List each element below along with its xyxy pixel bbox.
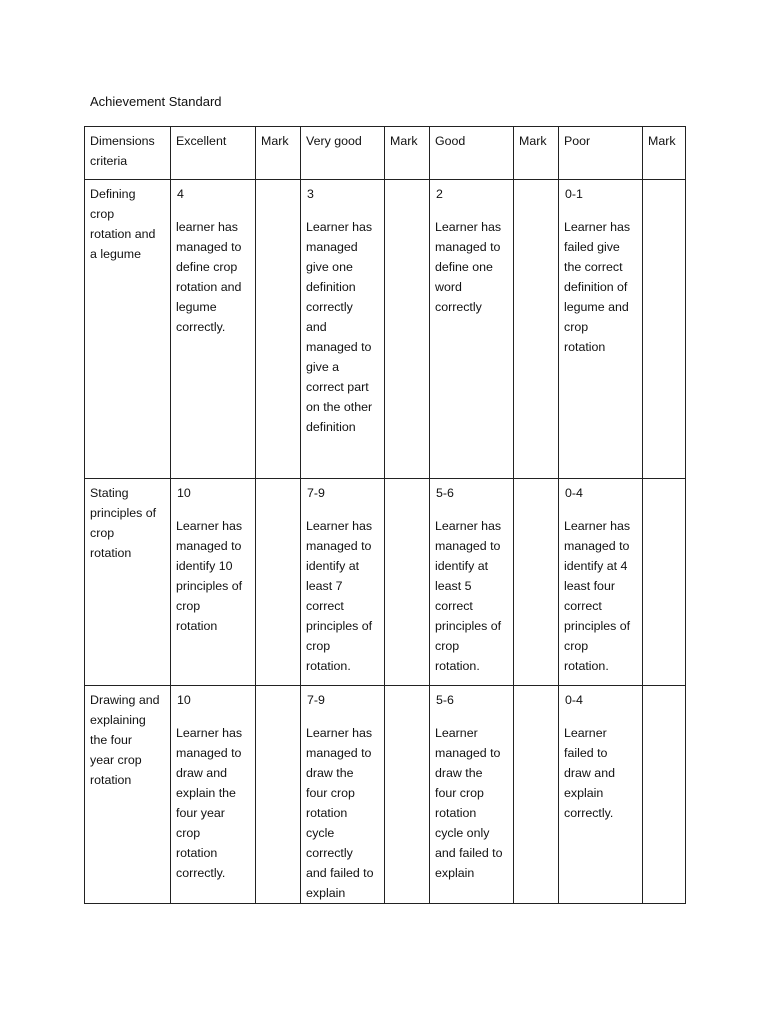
score-range: 7-9 <box>307 486 325 500</box>
mark-cell[interactable] <box>514 479 559 686</box>
excellent-cell <box>171 479 256 686</box>
mark-cell[interactable] <box>514 180 559 479</box>
good-cell <box>430 180 514 479</box>
header-cell-very-good: Very good <box>301 127 385 180</box>
score-range: 0-1 <box>565 187 583 201</box>
score-range: 2 <box>436 187 443 201</box>
descriptor-text: learner has managed to define crop rotation and legume correctly. <box>176 220 242 334</box>
header-cell-mark: Mark <box>385 127 430 180</box>
mark-cell[interactable] <box>643 479 686 686</box>
poor-cell <box>559 686 643 904</box>
header-cell-mark: Mark <box>514 127 559 180</box>
criteria-cell: Drawing and explaining the four year crop rotation <box>85 686 171 904</box>
mark-cell[interactable] <box>385 180 430 479</box>
score-range: 10 <box>177 693 191 707</box>
score-range: 5-6 <box>436 486 454 500</box>
header-cell-criteria: Dimensions criteria <box>85 127 171 180</box>
very-good-cell <box>301 479 385 686</box>
excellent-cell <box>171 180 256 479</box>
score-range: 4 <box>177 187 184 201</box>
descriptor-text: Learner has managed to define one word correctly <box>435 220 502 314</box>
good-cell <box>430 479 514 686</box>
header-cell-good: Good <box>430 127 514 180</box>
descriptor-text: Learner has managed to identify 10 principles of crop rotation <box>176 519 243 633</box>
criteria-cell: Stating principles of crop rotation <box>85 479 171 686</box>
criteria-cell: Defining crop rotation and a legume <box>85 180 171 479</box>
score-range: 0-4 <box>565 486 583 500</box>
rubric-table <box>84 126 686 904</box>
descriptor-text: Learner has managed to draw and explain the four year crop rotation correctly. <box>176 726 243 880</box>
descriptor-text: Learner has managed to identify at 4 least four correct principles of crop rotation. <box>564 519 631 673</box>
table-row <box>85 180 686 479</box>
mark-cell[interactable] <box>256 686 301 904</box>
descriptor-text: Learner has managed to identify at least 5 correct principles of crop rotation. <box>435 519 502 673</box>
mark-cell[interactable] <box>643 686 686 904</box>
mark-cell[interactable] <box>643 180 686 479</box>
descriptor-text: Learner managed to draw the four crop rotation cycle only and failed to explain <box>435 726 503 880</box>
very-good-cell <box>301 686 385 904</box>
header-cell-poor: Poor <box>559 127 643 180</box>
good-cell <box>430 686 514 904</box>
descriptor-text: Learner has managed give one definition correctly and managed to give a correct part on the other definition <box>306 220 373 434</box>
mark-cell[interactable] <box>256 479 301 686</box>
header-cell-excellent: Excellent <box>171 127 256 180</box>
descriptor-text: Learner has managed to draw the four crop rotation cycle correctly and failed to explain <box>306 726 374 900</box>
mark-cell[interactable] <box>385 479 430 686</box>
descriptor-text: Learner failed to draw and explain correctly. <box>564 726 615 820</box>
header-cell-mark: Mark <box>256 127 301 180</box>
descriptor-text: Learner has managed to identify at least 7 correct principles of crop rotation. <box>306 519 373 673</box>
mark-cell[interactable] <box>514 686 559 904</box>
excellent-cell <box>171 686 256 904</box>
table-row <box>85 686 686 904</box>
header-row <box>85 127 686 180</box>
mark-cell[interactable] <box>385 686 430 904</box>
poor-cell <box>559 479 643 686</box>
score-range: 0-4 <box>565 693 583 707</box>
very-good-cell <box>301 180 385 479</box>
descriptor-text: Learner has failed give the correct definition of legume and crop rotation <box>564 220 631 354</box>
poor-cell <box>559 180 643 479</box>
score-range: 5-6 <box>436 693 454 707</box>
header-cell-mark: Mark <box>643 127 686 180</box>
score-range: 10 <box>177 486 191 500</box>
mark-cell[interactable] <box>256 180 301 479</box>
table-row <box>85 479 686 686</box>
score-range: 3 <box>307 187 314 201</box>
page-title: Achievement Standard <box>90 94 222 109</box>
score-range: 7-9 <box>307 693 325 707</box>
